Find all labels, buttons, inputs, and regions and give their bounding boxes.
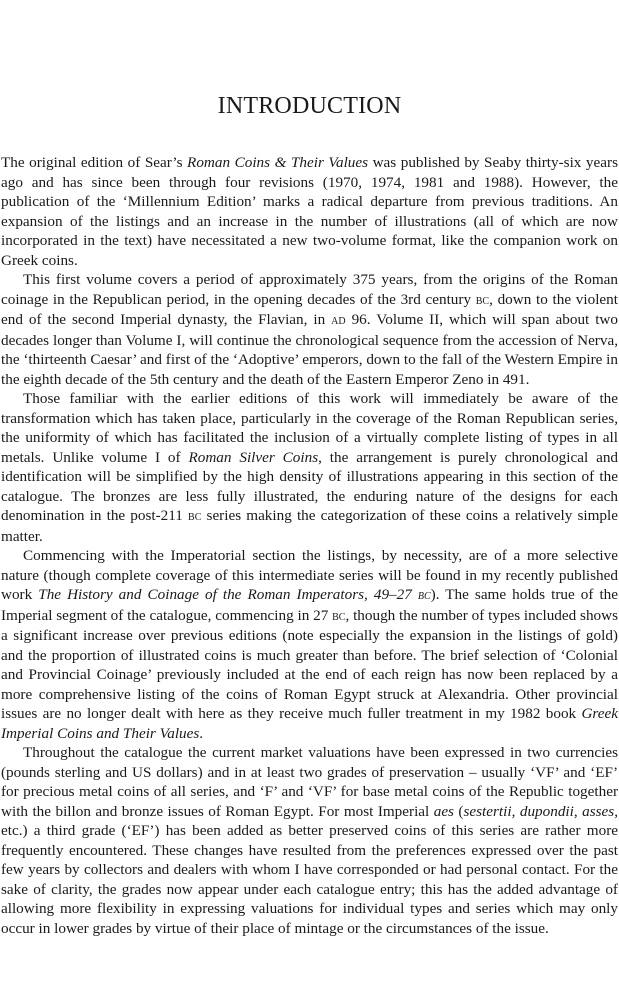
italic-title: aes: [433, 802, 454, 820]
text-run: series making the categorization of these coins a relatively simple matter.: [1, 507, 618, 545]
text-run: This first volume covers a period of approximately 375 years, from the origins of the Roman coinage in the Republican period, in the opening decades of the 3rd century: [1, 271, 618, 308]
paragraph: [1, 546, 618, 743]
era-abbreviation: bc: [188, 509, 202, 524]
introduction-body: [1, 153, 618, 938]
italic-title: Roman Coins & Their Values: [187, 154, 369, 171]
era-abbreviation: bc: [475, 292, 490, 308]
paragraph: [1, 743, 618, 938]
italic-title: The History and Coinage of the Roman Imperators, 49–27: [38, 586, 418, 603]
text-run: Commencing with the Imperatorial section the listings, by necessity, are of a more selective nature (though complete coverage of this intermediate series will be found in my recently published work: [1, 547, 618, 603]
text-run: Throughout the catalogue the current market valuations have been expressed in two currencies (pounds sterling and US dollars) and in at least two grades of preservation – usually ‘VF’ and ‘EF’ for precious metal coins of all series, and ‘F’ and ‘VF’ for base metal coins of the Republic together with the billon and bronze issues of Roman Egypt. For most Imperial: [1, 744, 618, 820]
text-run: ,: [573, 802, 583, 820]
paragraph: [1, 270, 618, 389]
text-run: , though the number of types included shows a significant increase over previous editions (note especially the expansion in the listings of gold) and the proportion of illustrated coins is much greater than before. The brief selection of ‘Colonial and Provincial Coinage’ previously included at the end of each reign has now been replaced by a more comprehensive listing of the coins of Roman Egypt struck at Alexandria. Other provincial issues are no longer dealt with here as they receive much fuller treatment in my 1982 book: [1, 606, 619, 722]
text-run: 96. Volume II, which will span about two decades longer than Volume I, will continue the chronological sequence from the accession of Nerva, the ‘thirteenth Caesar’ and first of the ‘Adoptive’ emperors, down to the fall of the Western Empire in the eighth decade of the 5th century and the death of the Eastern Emperor Zeno in 491.: [1, 311, 618, 388]
text-run: .: [199, 724, 204, 742]
text-run: ). The same holds true of the Imperial segment of the catalogue, commencing in 27: [1, 586, 618, 624]
text-run: , the arrangement is purely chronological and identification will be simplified by the high density of illustrations appearing in this section of the catalogue. The bronzes are less fully illustrated, the enduring nature of the designs for each denomination in the post-211: [1, 448, 619, 524]
text-run: ,: [511, 802, 520, 820]
text-run: was published by Seaby thirty-six years ago and has since been through four revisions (1970, 1974, 1981 and 1988). However, the publication of the ‘Millennium Edition’ marks a radical departure from previous traditions. An expansion of the listings and an increase in the number of illustrations (all of which are now incorporated in the text) have necessitated a new two-volume format, like the companion work on Greek coins.: [1, 154, 618, 269]
text-run: The original edition of Sear’s: [1, 154, 188, 171]
text-run: Those familiar with the earlier editions of this work will immediately be aware of the transformation which has taken place, particularly in the coverage of the Roman Republican series, the uniformity of which has facilitated the inclusion of a virtually complete listing of types in all metals. Unlike volume I of: [1, 390, 618, 466]
era-abbreviation: bc: [417, 588, 431, 603]
paragraph: [1, 153, 618, 270]
italic-title: Roman Silver Coins: [188, 448, 319, 466]
italic-title: Greek Imperial Coins and Their Values: [1, 705, 618, 742]
italic-title: asses: [582, 802, 615, 820]
page-title: INTRODUCTION: [217, 93, 402, 119]
text-run: , down to the violent end of the second Imperial dynasty, the Flavian, in: [1, 290, 618, 328]
paragraph: [1, 389, 618, 546]
text-run: , etc.) a third grade (‘EF’) has been added as better preserved coins of this series are rather more frequently encountered. These changes have resulted from the preferences expressed over the past few years by collectors and dealers with whom I have corresponded or had personal contact. For the sake of clarity, the grades now appear under each catalogue entry; this has the added advantage of allowing more flexibility in expressing valuations for individual types and series which may only occur in lower grades by virtue of their place of mintage or the circumstances of the issue.: [1, 802, 619, 937]
era-abbreviation: bc: [332, 608, 346, 624]
italic-title: dupondii: [519, 802, 574, 820]
text-run: (: [453, 802, 464, 820]
era-abbreviation: ad: [331, 313, 346, 328]
italic-title: sestertii: [463, 802, 512, 820]
